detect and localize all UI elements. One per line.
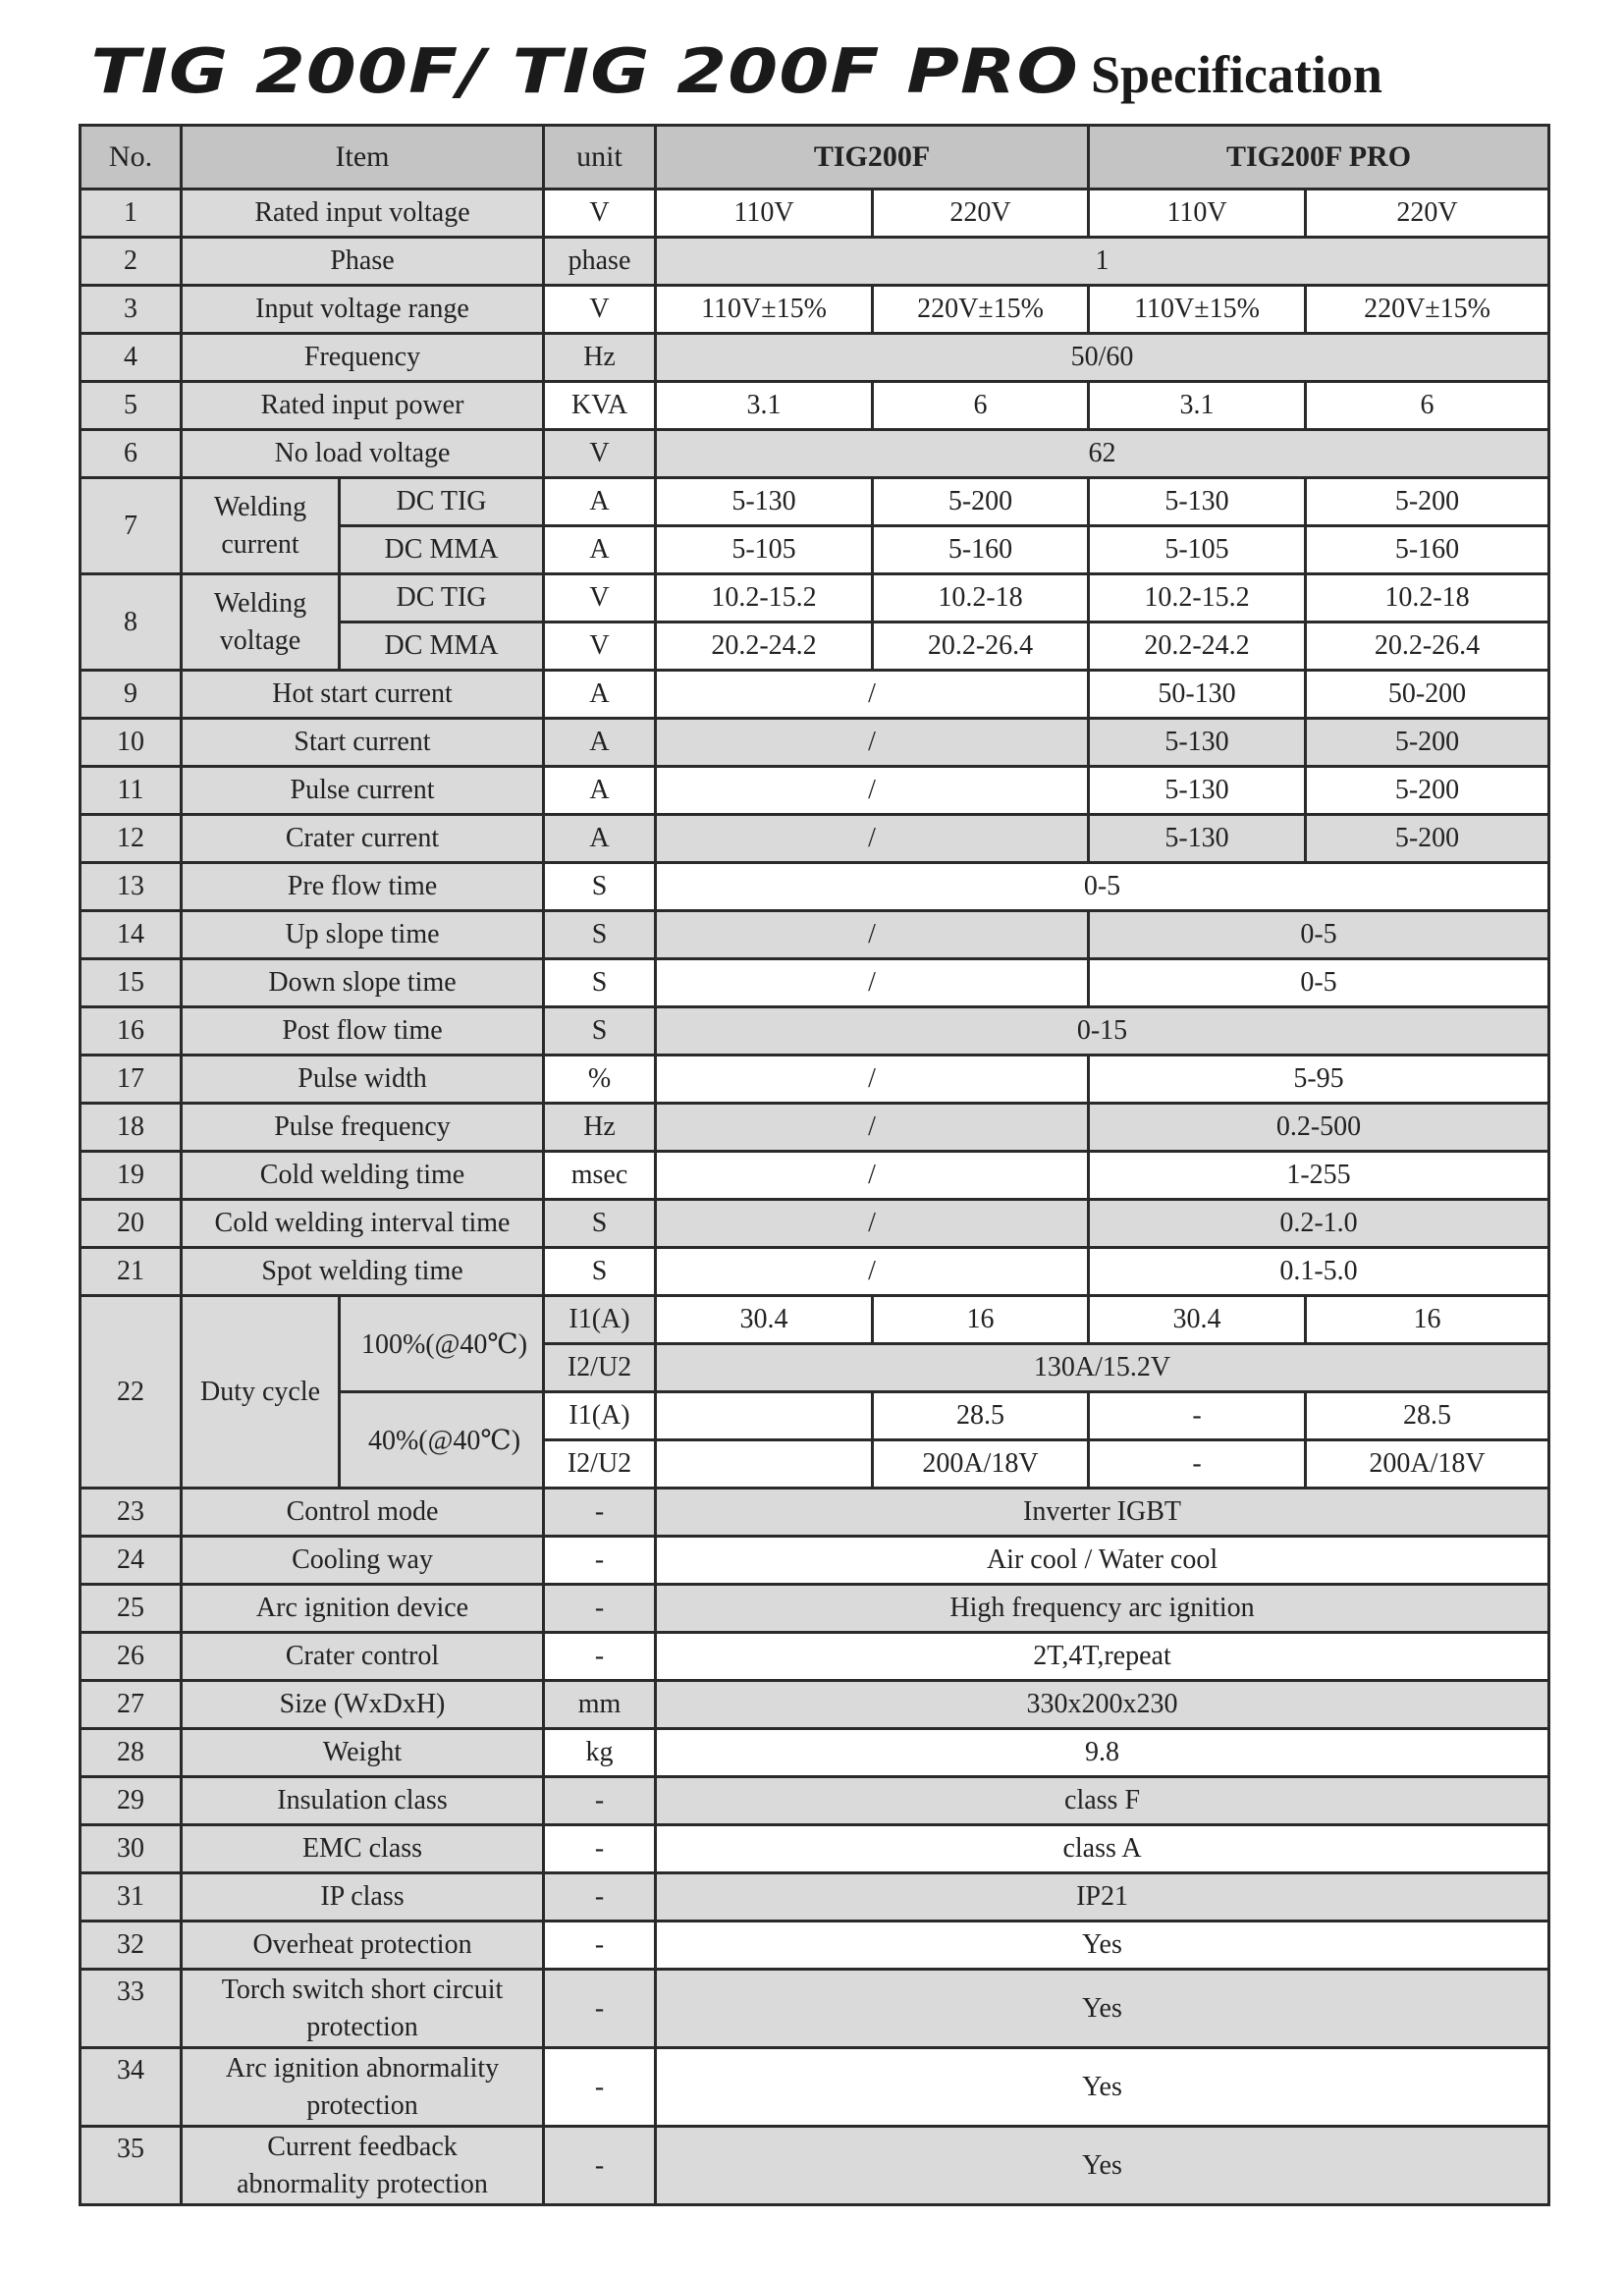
row-number: 16 xyxy=(81,1007,182,1056)
header-item: Item xyxy=(182,126,544,190)
row-unit: I2/U2 xyxy=(544,1344,656,1392)
table-row xyxy=(81,1537,1549,1585)
row-value: Air cool / Water cool xyxy=(656,1537,1549,1585)
row-number: 12 xyxy=(81,815,182,863)
row-value: 5-160 xyxy=(873,526,1089,574)
row-item xyxy=(182,2048,544,2127)
row-number: 8 xyxy=(81,574,182,671)
row-value: 330x200x230 xyxy=(656,1681,1549,1729)
row-number: 3 xyxy=(81,286,182,334)
row-value: 62 xyxy=(656,430,1549,478)
row-number: 32 xyxy=(81,1922,182,1970)
row-unit: A xyxy=(544,526,656,574)
row-value: 5-105 xyxy=(1089,526,1306,574)
row-item: Post flow time xyxy=(182,1007,544,1056)
table-row xyxy=(81,1248,1549,1296)
row-item: IP class xyxy=(182,1873,544,1922)
row-value: Inverter IGBT xyxy=(656,1489,1549,1537)
row-number: 18 xyxy=(81,1104,182,1152)
row-subitem: DC TIG xyxy=(340,478,544,526)
row-subitem: DC MMA xyxy=(340,623,544,671)
row-value: 28.5 xyxy=(873,1392,1089,1440)
row-item: Rated input power xyxy=(182,382,544,430)
row-number: 15 xyxy=(81,959,182,1007)
row-item: Cold welding interval time xyxy=(182,1200,544,1248)
row-value: 10.2-18 xyxy=(873,574,1089,623)
row-item: Frequency xyxy=(182,334,544,382)
row-unit: V xyxy=(544,623,656,671)
row-unit: Hz xyxy=(544,334,656,382)
row-value: Yes xyxy=(656,1970,1549,2048)
row-value: 0-5 xyxy=(1089,959,1549,1007)
row-item-text: Current feedback abnormality protection xyxy=(237,2131,488,2199)
row-value: 30.4 xyxy=(1089,1296,1306,1344)
row-value: / xyxy=(656,1152,1089,1200)
row-unit: A xyxy=(544,815,656,863)
row-value: / xyxy=(656,959,1089,1007)
row-unit: V xyxy=(544,574,656,623)
row-subitem: DC TIG xyxy=(340,574,544,623)
row-item: Size (WxDxH) xyxy=(182,1681,544,1729)
row-number: 35 xyxy=(81,2127,182,2205)
row-number: 31 xyxy=(81,1873,182,1922)
row-number: 5 xyxy=(81,382,182,430)
row-unit: kg xyxy=(544,1729,656,1777)
row-number: 27 xyxy=(81,1681,182,1729)
row-item: Duty cycle xyxy=(182,1296,340,1489)
row-subitem: 40%(@40℃) xyxy=(340,1392,544,1489)
row-value: 20.2-24.2 xyxy=(656,623,873,671)
row-value: 5-95 xyxy=(1089,1056,1549,1104)
row-value: 220V xyxy=(873,190,1089,238)
table-row xyxy=(81,238,1549,286)
table-row xyxy=(81,719,1549,767)
row-unit: I2/U2 xyxy=(544,1440,656,1489)
table-row xyxy=(81,334,1549,382)
row-value xyxy=(656,1440,873,1489)
table-row xyxy=(81,1585,1549,1633)
row-number: 25 xyxy=(81,1585,182,1633)
row-number: 34 xyxy=(81,2048,182,2127)
row-value: 130A/15.2V xyxy=(656,1344,1549,1392)
row-unit: S xyxy=(544,959,656,1007)
row-item: Rated input voltage xyxy=(182,190,544,238)
row-value: / xyxy=(656,1056,1089,1104)
row-unit: S xyxy=(544,1007,656,1056)
row-value xyxy=(656,1392,873,1440)
row-item: Control mode xyxy=(182,1489,544,1537)
row-unit: A xyxy=(544,719,656,767)
row-value: 1 xyxy=(656,238,1549,286)
table-row xyxy=(81,1922,1549,1970)
row-item: Up slope time xyxy=(182,911,544,959)
row-number: 28 xyxy=(81,1729,182,1777)
row-value: 16 xyxy=(873,1296,1089,1344)
row-number: 4 xyxy=(81,334,182,382)
row-number: 30 xyxy=(81,1825,182,1873)
row-value: 110V±15% xyxy=(656,286,873,334)
row-value: 28.5 xyxy=(1306,1392,1549,1440)
table-row xyxy=(81,430,1549,478)
row-value: 5-130 xyxy=(1089,815,1306,863)
row-value: 220V xyxy=(1306,190,1549,238)
table-row xyxy=(81,1873,1549,1922)
row-item: Arc ignition device xyxy=(182,1585,544,1633)
row-value: 20.2-24.2 xyxy=(1089,623,1306,671)
row-number: 23 xyxy=(81,1489,182,1537)
table-row xyxy=(81,911,1549,959)
header-unit: unit xyxy=(544,126,656,190)
row-number: 13 xyxy=(81,863,182,911)
row-unit: - xyxy=(544,1633,656,1681)
row-value: 50/60 xyxy=(656,334,1549,382)
row-value: High frequency arc ignition xyxy=(656,1585,1549,1633)
row-value: / xyxy=(656,911,1089,959)
row-value: 220V±15% xyxy=(873,286,1089,334)
row-item: EMC class xyxy=(182,1825,544,1873)
row-value: 0-15 xyxy=(656,1007,1549,1056)
row-value: 200A/18V xyxy=(1306,1440,1549,1489)
row-value: 5-130 xyxy=(1089,719,1306,767)
table-row xyxy=(81,1729,1549,1777)
row-value: 200A/18V xyxy=(873,1440,1089,1489)
row-unit: msec xyxy=(544,1152,656,1200)
row-item: No load voltage xyxy=(182,430,544,478)
row-number: 7 xyxy=(81,478,182,574)
row-number: 6 xyxy=(81,430,182,478)
row-value: 20.2-26.4 xyxy=(873,623,1089,671)
row-value: 110V xyxy=(656,190,873,238)
row-unit: V xyxy=(544,190,656,238)
page-title xyxy=(0,35,1624,107)
row-value: / xyxy=(656,719,1089,767)
row-item: Welding voltage xyxy=(182,574,340,671)
row-item: Overheat protection xyxy=(182,1922,544,1970)
row-number: 1 xyxy=(81,190,182,238)
row-item: Start current xyxy=(182,719,544,767)
table-row xyxy=(81,478,1549,526)
row-value: 6 xyxy=(1306,382,1549,430)
row-unit: S xyxy=(544,1248,656,1296)
row-value: 2T,4T,repeat xyxy=(656,1633,1549,1681)
row-value: 0-5 xyxy=(1089,911,1549,959)
row-value: 5-105 xyxy=(656,526,873,574)
row-value: - xyxy=(1089,1392,1306,1440)
row-value: class F xyxy=(656,1777,1549,1825)
row-unit: A xyxy=(544,767,656,815)
row-value: 110V±15% xyxy=(1089,286,1306,334)
row-unit: - xyxy=(544,1970,656,2048)
header-model-b: TIG200F PRO xyxy=(1089,126,1549,190)
row-value: 0.2-500 xyxy=(1089,1104,1549,1152)
table-row xyxy=(81,1777,1549,1825)
table-row xyxy=(81,1296,1549,1344)
row-item: Input voltage range xyxy=(182,286,544,334)
table-row xyxy=(81,1007,1549,1056)
row-item xyxy=(182,1970,544,2048)
row-number: 9 xyxy=(81,671,182,719)
row-item: Weight xyxy=(182,1729,544,1777)
row-item: Welding current xyxy=(182,478,340,574)
table-row xyxy=(81,863,1549,911)
row-value: class A xyxy=(656,1825,1549,1873)
row-value: 5-160 xyxy=(1306,526,1549,574)
table-row xyxy=(81,2127,1549,2205)
row-value: Yes xyxy=(656,2127,1549,2205)
row-value: / xyxy=(656,1248,1089,1296)
row-value: 5-130 xyxy=(1089,767,1306,815)
row-unit: - xyxy=(544,1489,656,1537)
row-value: 10.2-18 xyxy=(1306,574,1549,623)
row-item: Cold welding time xyxy=(182,1152,544,1200)
row-value: 5-200 xyxy=(1306,719,1549,767)
row-value: 50-200 xyxy=(1306,671,1549,719)
table-row xyxy=(81,1489,1549,1537)
row-unit: - xyxy=(544,1922,656,1970)
row-value: 6 xyxy=(873,382,1089,430)
row-value: 0.1-5.0 xyxy=(1089,1248,1549,1296)
row-item xyxy=(182,2127,544,2205)
table-row xyxy=(81,1056,1549,1104)
table-row xyxy=(81,574,1549,623)
row-number: 22 xyxy=(81,1296,182,1489)
table-row xyxy=(81,1104,1549,1152)
row-unit: - xyxy=(544,1777,656,1825)
table-row xyxy=(81,767,1549,815)
row-value: / xyxy=(656,1200,1089,1248)
row-item: Pulse current xyxy=(182,767,544,815)
table-row xyxy=(81,1200,1549,1248)
row-subitem: DC MMA xyxy=(340,526,544,574)
row-value: Yes xyxy=(656,1922,1549,1970)
row-number: 21 xyxy=(81,1248,182,1296)
row-unit: V xyxy=(544,430,656,478)
row-number: 20 xyxy=(81,1200,182,1248)
row-number: 19 xyxy=(81,1152,182,1200)
row-item: Crater control xyxy=(182,1633,544,1681)
row-unit: Hz xyxy=(544,1104,656,1152)
row-unit: - xyxy=(544,1825,656,1873)
row-value: 1-255 xyxy=(1089,1152,1549,1200)
table-row xyxy=(81,1152,1549,1200)
row-item: Phase xyxy=(182,238,544,286)
row-value: 220V±15% xyxy=(1306,286,1549,334)
row-unit: - xyxy=(544,1873,656,1922)
row-value: 5-130 xyxy=(1089,478,1306,526)
row-item: Crater current xyxy=(182,815,544,863)
table-row xyxy=(81,286,1549,334)
row-value: / xyxy=(656,1104,1089,1152)
row-number: 24 xyxy=(81,1537,182,1585)
row-item: Spot welding time xyxy=(182,1248,544,1296)
row-number: 17 xyxy=(81,1056,182,1104)
row-value: 50-130 xyxy=(1089,671,1306,719)
row-value: 0-5 xyxy=(656,863,1549,911)
row-unit: S xyxy=(544,1200,656,1248)
row-item: Insulation class xyxy=(182,1777,544,1825)
row-unit: A xyxy=(544,671,656,719)
row-number: 14 xyxy=(81,911,182,959)
row-unit: S xyxy=(544,863,656,911)
row-value: 5-200 xyxy=(1306,767,1549,815)
row-item-text: Arc ignition abnormality protection xyxy=(225,2052,500,2121)
row-unit: phase xyxy=(544,238,656,286)
row-subitem: 100%(@40℃) xyxy=(340,1296,544,1392)
row-value: 10.2-15.2 xyxy=(656,574,873,623)
row-value: Yes xyxy=(656,2048,1549,2127)
row-value: / xyxy=(656,671,1089,719)
row-value: 20.2-26.4 xyxy=(1306,623,1549,671)
row-number: 11 xyxy=(81,767,182,815)
table-row xyxy=(81,1681,1549,1729)
row-value: 30.4 xyxy=(656,1296,873,1344)
row-value: 110V xyxy=(1089,190,1306,238)
row-number: 26 xyxy=(81,1633,182,1681)
table-row xyxy=(81,959,1549,1007)
row-value: - xyxy=(1089,1440,1306,1489)
row-value: 3.1 xyxy=(1089,382,1306,430)
row-item-text: Torch switch short circuit protection xyxy=(221,1974,504,2042)
specification-table xyxy=(79,124,1550,2206)
row-value: 0.2-1.0 xyxy=(1089,1200,1549,1248)
row-value: 5-200 xyxy=(873,478,1089,526)
row-value: 5-130 xyxy=(656,478,873,526)
table-row xyxy=(81,1970,1549,2048)
row-unit: mm xyxy=(544,1681,656,1729)
row-value: 5-200 xyxy=(1306,815,1549,863)
row-value: 10.2-15.2 xyxy=(1089,574,1306,623)
row-value: 9.8 xyxy=(656,1729,1549,1777)
table-row xyxy=(81,815,1549,863)
row-number: 33 xyxy=(81,1970,182,2048)
row-unit: - xyxy=(544,2048,656,2127)
title-suffix: Specification xyxy=(1090,45,1382,104)
table-row xyxy=(81,190,1549,238)
row-unit: I1(A) xyxy=(544,1296,656,1344)
header-model-a: TIG200F xyxy=(656,126,1089,190)
header-no: No. xyxy=(81,126,182,190)
table-row xyxy=(81,382,1549,430)
row-value: / xyxy=(656,815,1089,863)
table-row xyxy=(81,671,1549,719)
row-unit: - xyxy=(544,1537,656,1585)
table-header-row xyxy=(81,126,1549,190)
table-row xyxy=(81,1633,1549,1681)
row-unit: A xyxy=(544,478,656,526)
row-number: 29 xyxy=(81,1777,182,1825)
row-unit: - xyxy=(544,1585,656,1633)
row-unit: - xyxy=(544,2127,656,2205)
row-value: 16 xyxy=(1306,1296,1549,1344)
row-item: Down slope time xyxy=(182,959,544,1007)
table-row xyxy=(81,1825,1549,1873)
row-unit: I1(A) xyxy=(544,1392,656,1440)
row-value: 5-200 xyxy=(1306,478,1549,526)
row-item: Cooling way xyxy=(182,1537,544,1585)
row-value: 3.1 xyxy=(656,382,873,430)
row-value: / xyxy=(656,767,1089,815)
row-number: 10 xyxy=(81,719,182,767)
row-item: Pulse width xyxy=(182,1056,544,1104)
title-model: TIG 200F/ TIG 200F PRO xyxy=(90,35,1079,107)
row-number: 2 xyxy=(81,238,182,286)
row-value: IP21 xyxy=(656,1873,1549,1922)
table-row xyxy=(81,2048,1549,2127)
row-item: Hot start current xyxy=(182,671,544,719)
row-unit: S xyxy=(544,911,656,959)
row-item: Pre flow time xyxy=(182,863,544,911)
row-item: Pulse frequency xyxy=(182,1104,544,1152)
row-unit: KVA xyxy=(544,382,656,430)
row-unit: % xyxy=(544,1056,656,1104)
row-unit: V xyxy=(544,286,656,334)
